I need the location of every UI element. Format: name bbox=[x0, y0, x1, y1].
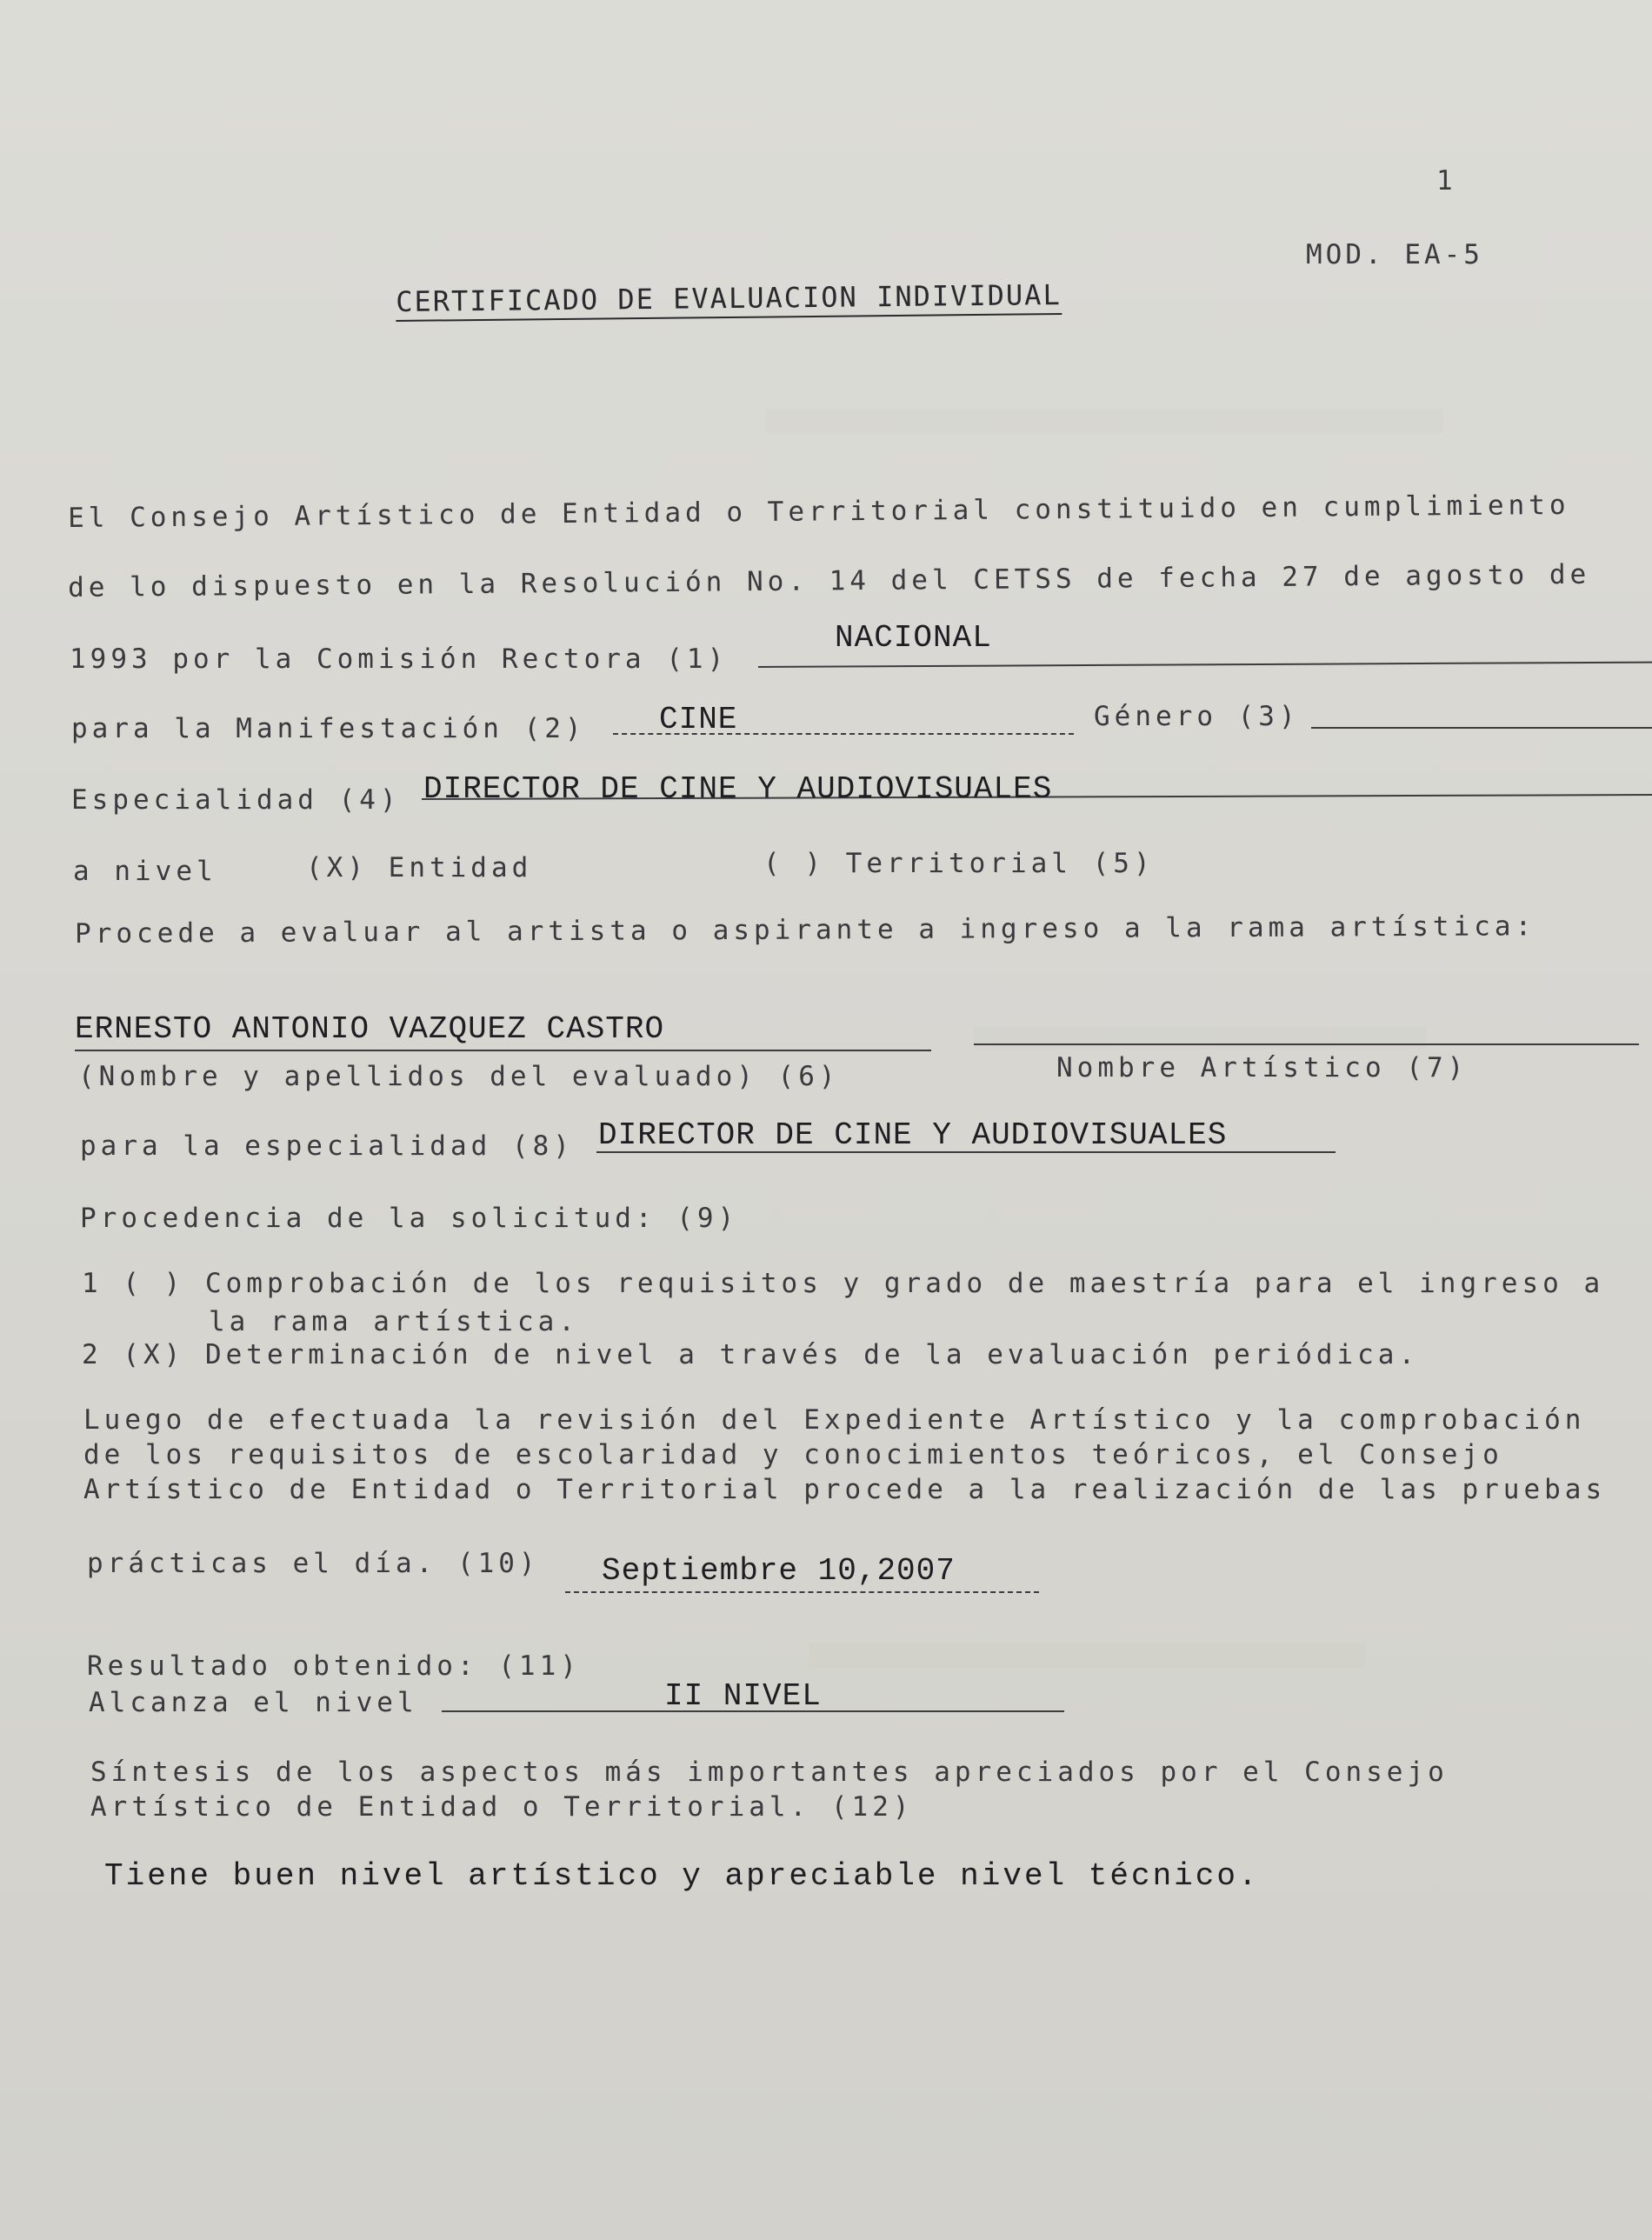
genero-label: Género (3) bbox=[1094, 701, 1300, 732]
manifestacion-label: para la Manifestación (2) bbox=[71, 713, 586, 744]
intro-line-1: El Consejo Artístico de Entidad o Territorial constituido en cumplimiento bbox=[68, 489, 1570, 534]
practicas-date-line bbox=[565, 1591, 1039, 1593]
territorial-option: ( ) Territorial (5) bbox=[763, 848, 1155, 879]
luego-line-3: Artístico de Entidad o Territorial procede a la realización de las pruebas bbox=[83, 1474, 1607, 1505]
sintesis-value: Tiene buen nivel artístico y apreciable nivel técnico. bbox=[104, 1858, 1260, 1894]
model-code: MOD. EA-5 bbox=[1306, 239, 1483, 270]
show-through-mark bbox=[765, 409, 1443, 433]
procedencia-option-2: 2 (X) Determinación de nivel a través de la evaluación periódica. bbox=[82, 1339, 1420, 1370]
procedencia-label: Procedencia de la solicitud: (9) bbox=[80, 1203, 739, 1234]
nivel-label: a nivel bbox=[73, 856, 217, 887]
especialidad-label: Especialidad (4) bbox=[71, 784, 401, 816]
intro-line-3-label: 1993 por la Comisión Rectora (1) bbox=[70, 643, 729, 675]
resultado-label: Resultado obtenido: (11) bbox=[87, 1650, 581, 1682]
show-through-mark bbox=[974, 1026, 1426, 1049]
procedencia-option-1: 1 ( ) Comprobación de los requisitos y grado de maestría para el ingreso a bbox=[82, 1268, 1605, 1299]
comision-field-line bbox=[758, 662, 1652, 668]
document-title: CERTIFICADO DE EVALUACION INDIVIDUAL bbox=[396, 278, 1062, 322]
entidad-option: (X) Entidad bbox=[306, 852, 533, 883]
alcanza-label: Alcanza el nivel bbox=[89, 1687, 418, 1718]
comision-field: NACIONAL bbox=[835, 620, 992, 656]
luego-line-1: Luego de efectuada la revisión del Expediente Artístico y la comprobación bbox=[83, 1404, 1586, 1436]
practicas-label: prácticas el día. (10) bbox=[87, 1548, 540, 1579]
artistic-name-label: Nombre Artístico (7) bbox=[1056, 1052, 1469, 1083]
intro-line-2: de lo dispuesto en la Resolución No. 14 del CETSS de fecha 27 de agosto de bbox=[68, 558, 1591, 603]
especialidad-8-label: para la especialidad (8) bbox=[80, 1130, 574, 1162]
evaluado-name-field: ERNESTO ANTONIO VAZQUEZ CASTRO bbox=[75, 1011, 665, 1047]
sintesis-line-2: Artístico de Entidad o Territorial. (12) bbox=[90, 1791, 914, 1823]
alcanza-nivel-field: II NIVEL bbox=[664, 1678, 822, 1714]
evaluado-name-label: (Nombre y apellidos del evaluado) (6) bbox=[78, 1061, 840, 1092]
genero-field-line bbox=[1311, 727, 1652, 729]
especialidad-field: DIRECTOR DE CINE Y AUDIOVISUALES bbox=[423, 771, 1053, 807]
artistic-name-line bbox=[974, 1043, 1639, 1045]
page-number: 1 bbox=[1436, 165, 1453, 197]
practicas-date-field: Septiembre 10,2007 bbox=[602, 1553, 956, 1589]
manifestacion-field: CINE bbox=[659, 702, 738, 737]
evaluado-name-line bbox=[75, 1050, 931, 1051]
sintesis-line-1: Síntesis de los aspectos más importantes apreciados por el Consejo bbox=[90, 1757, 1449, 1788]
alcanza-nivel-line bbox=[442, 1710, 1064, 1712]
procedencia-option-1-cont: la rama artística. bbox=[209, 1306, 579, 1337]
especialidad-8-line bbox=[596, 1151, 1336, 1153]
luego-line-2: de los requisitos de escolaridad y conocimientos teóricos, el Consejo bbox=[83, 1439, 1503, 1470]
show-through-mark bbox=[809, 1643, 1365, 1668]
especialidad-8-field: DIRECTOR DE CINE Y AUDIOVISUALES bbox=[598, 1117, 1228, 1153]
procede-text: Procede a evaluar al artista o aspirante a ingreso a la rama artística: bbox=[75, 910, 1536, 950]
